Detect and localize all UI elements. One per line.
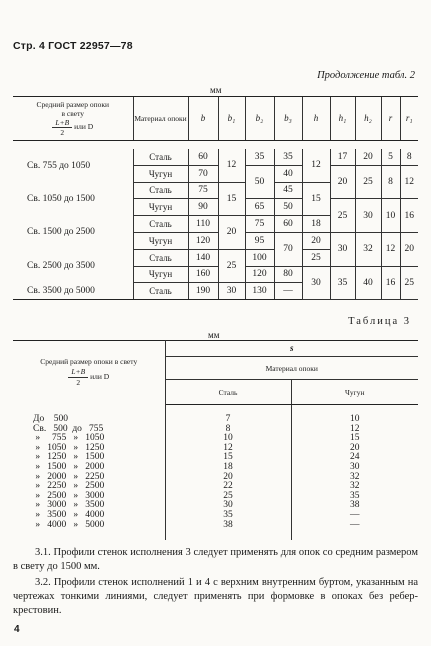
- steel-cell: 30: [165, 501, 291, 511]
- unit-label-table3: мм: [208, 330, 220, 340]
- iron-cell: 32: [350, 481, 360, 492]
- steel-cell: 22: [165, 482, 291, 492]
- steel-cell: 12: [165, 444, 291, 454]
- col-b2: b₂: [245, 97, 274, 141]
- range-cell: Св. 1050 до 1500: [27, 193, 95, 204]
- table-row: Св. 2500 до 3500 Сталь 140 25 100 25: [13, 249, 418, 266]
- col-b3: b₃: [274, 97, 302, 141]
- range-cell: » 2500 » 3000: [13, 492, 165, 502]
- col-h1: h₁: [330, 97, 355, 141]
- col-h2: h₂: [355, 97, 381, 141]
- col-s: s: [165, 341, 418, 357]
- table-row: Чугун 70 50 40 20 25 8 12: [13, 165, 418, 182]
- iron-cell: —: [350, 509, 360, 520]
- iron-cell: 32: [350, 471, 360, 482]
- paragraph-3-1: 3.1. Профили стенок исполнения 3 следует применять для опок со средним размером в свету до 1500 мм.: [13, 547, 418, 573]
- unit-label-table2: мм: [210, 85, 222, 95]
- iron-cell: 10: [350, 414, 360, 424]
- range-cell: » 1250 » 1500: [13, 453, 165, 463]
- range-cell: Св. 1500 до 2500: [27, 227, 95, 238]
- col-b1: b₁: [218, 97, 245, 141]
- page-number: 4: [14, 624, 20, 635]
- range-cell: » 3000 » 3500: [13, 501, 165, 511]
- col-r1: r₁: [400, 97, 418, 141]
- table-row: Св. 755 до 1050 Сталь 60 12 35 35 12 17 20 5 8: [13, 149, 418, 165]
- material-header: Материал опоки: [165, 357, 418, 380]
- iron-cell: 15: [350, 433, 360, 444]
- range-cell: » 3500 » 4000: [13, 511, 165, 521]
- range-cell: Св. 500 до 755: [13, 425, 165, 435]
- steel-cell: 10: [165, 434, 291, 444]
- page-header: Стр. 4 ГОСТ 22957—78: [13, 40, 133, 52]
- col-h: h: [302, 97, 330, 141]
- table2-header-row: [13, 97, 418, 141]
- steel-cell: 38: [165, 521, 291, 531]
- steel-cell: 7: [165, 415, 291, 425]
- col-steel: Сталь: [165, 380, 291, 405]
- steel-cell: 8: [165, 425, 291, 435]
- table-3: [13, 340, 418, 540]
- table-2: [13, 96, 418, 300]
- range-cell: До 500: [13, 415, 165, 425]
- steel-cell: 25: [165, 492, 291, 502]
- range-cell: » 2000 » 2250: [13, 473, 165, 483]
- range-cell: » 2250 » 2500: [13, 482, 165, 492]
- col-iron: Чугун: [291, 380, 418, 405]
- table3-title: Таблица 3: [348, 316, 411, 327]
- table2-caption: Продолжение табл. 2: [317, 70, 415, 81]
- iron-cell: 20: [350, 442, 360, 453]
- iron-cell: —: [350, 519, 360, 530]
- steel-cell: 20: [165, 473, 291, 483]
- iron-cell: 12: [350, 423, 360, 434]
- iron-cell: 38: [350, 500, 360, 511]
- col-r: r: [381, 97, 400, 141]
- range-cell: Св. 3500 до 5000: [13, 283, 133, 300]
- material-header: Материал опоки: [133, 97, 188, 141]
- col-b: b: [188, 97, 218, 141]
- steel-cell: 15: [165, 453, 291, 463]
- table-row: [13, 521, 418, 531]
- range-cell: Св. 2500 до 3500: [27, 261, 95, 272]
- range-header: Средний размер опоки в свету $\frac{L+B}{2}$ или D: [13, 97, 133, 141]
- steel-cell: 18: [165, 463, 291, 473]
- range-cell: Св. 755 до 1050: [27, 160, 91, 171]
- table-row: Св. 1050 до 1500 Сталь 75 15 45 15: [13, 182, 418, 199]
- table-row: Чугун 160 120 80 30 35 40 16 25: [13, 266, 418, 283]
- table-row: Чугун 120 95 70 20 30 32 12 20: [13, 232, 418, 249]
- iron-cell: 24: [350, 452, 360, 463]
- range-cell: » 755 » 1050: [13, 434, 165, 444]
- table-row: Св. 3500 до 5000 Сталь 190 30 130 —: [13, 283, 418, 300]
- range-cell: » 1500 » 2000: [13, 463, 165, 473]
- range-cell: » 1050 » 1250: [13, 444, 165, 454]
- range-header: Средний размер опоки в свету $\frac{L+B}{2}$ или D: [13, 341, 165, 405]
- iron-cell: 35: [350, 490, 360, 501]
- steel-cell: 35: [165, 511, 291, 521]
- table-row: Чугун 90 65 50 25 30 10 16: [13, 199, 418, 216]
- iron-cell: 30: [350, 461, 360, 472]
- paragraph-3-2: 3.2. Профили стенок исполнений 1 и 4 с верхним внутренним буртом, указанным на чертежах тонкими линиями, следует применять при формовке в опоках без ребер-крестовин.: [13, 577, 418, 617]
- range-cell: » 4000 » 5000: [13, 521, 165, 531]
- table-row: Св. 1500 до 2500 Сталь 110 20 75 60 18: [13, 216, 418, 233]
